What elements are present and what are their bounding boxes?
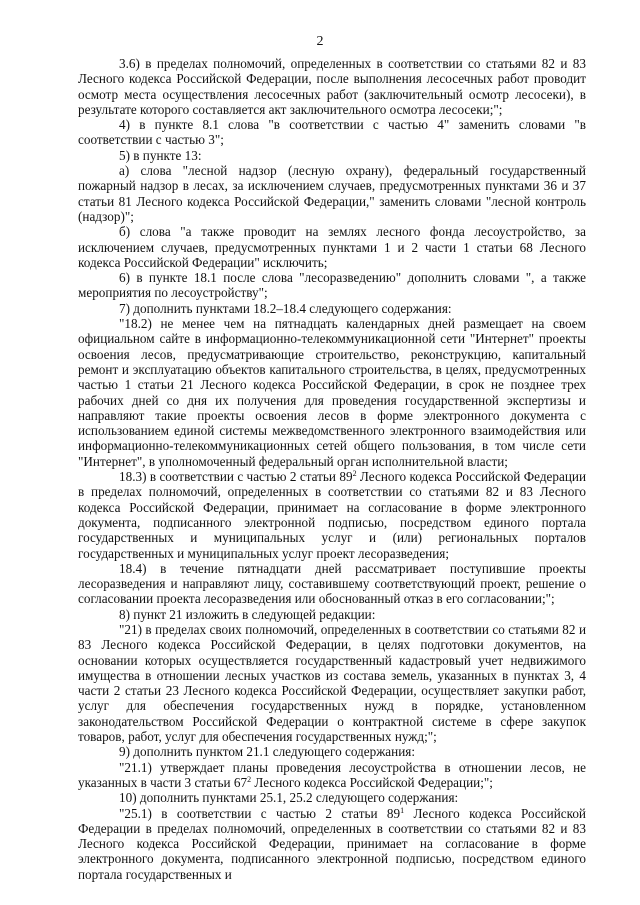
- paragraph: [78, 790, 586, 805]
- paragraph: [78, 469, 586, 561]
- paragraph: [78, 148, 586, 163]
- paragraph-text: Лесного кодекса Российской Федерации в пределах полномочий, определенных в соответствии со статьями 82 и 83 Лесного кодекса Российской Федерации, принимает на согласование в форме электронного документа, подписанного электронной подписью, посредством единого портала государственных и: [78, 805, 586, 882]
- paragraph: [78, 806, 586, 882]
- paragraph-text: 10) дополнить пунктами 25.1, 25.2 следующего содержания:: [119, 790, 459, 806]
- paragraph-text: 6) в пункте 18.1 после слова "лесоразведению" дополнить словами ", а также мероприятия по лесоустройству";: [78, 270, 586, 301]
- paragraph-text: Лесного кодекса Российской Федерации;";: [251, 774, 493, 790]
- paragraph-text: "25.1) в соответствии с частью 2 статьи 89: [119, 805, 401, 821]
- superscript: 2: [352, 469, 357, 479]
- paragraph: [78, 301, 586, 316]
- paragraph-text: "21.1) утверждает планы проведения лесоустройства в отношении лесов, не указанных в части 3 статьи 67: [78, 759, 586, 790]
- superscript: 1: [400, 805, 405, 815]
- paragraph-text: "21) в пределах своих полномочий, определенных в соответствии со статьями 82 и 83 Лесного кодекса Российской Федерации, в целях подготовки документов, на основании которых осуществляется государственный кадастровый учет недвижимого имущества в отношении лесных участков из состава земель, указанных в пунктах 3, 4 части 2 статьи 23 Лесного кодекса Российской Федерации, осуществляет закупки работ, услуг для обеспечения государственных нужд в порядке, установленном законодательством Российской Федерации о контрактной системе в сфере закупок товаров, работ, услуг для обеспечения государственных нужд;";: [78, 621, 586, 745]
- paragraph: [78, 117, 586, 148]
- paragraph: [78, 224, 586, 270]
- paragraph: [78, 760, 586, 791]
- paragraph: [78, 561, 586, 607]
- paragraph-text: 4) в пункте 8.1 слова "в соответствии с частью 4" заменить словами "в соответствии с частью 3";: [78, 117, 586, 148]
- paragraph-text: 8) пункт 21 изложить в следующей редакции:: [119, 606, 376, 622]
- superscript: 2: [247, 774, 252, 784]
- paragraph-text: 7) дополнить пунктами 18.2–18.4 следующего содержания:: [119, 300, 452, 316]
- paragraph-text: 3.6) в пределах полномочий, определенных в соответствии со статьями 82 и 83 Лесного кодекса Российской Федерации, после выполнения лесосечных работ проводит осмотр места осуществления лесосечных работ (заключительный осмотр лесосеки), в результате которого составляется акт заключительного осмотра лесосеки;";: [78, 56, 586, 117]
- paragraph-text: б) слова "а также проводит на землях лесного фонда лесоустройство, за исключением случаев, предусмотренных пунктами 1 и 2 части 1 статьи 68 Лесного кодекса Российской Федерации" исключить;: [78, 224, 586, 270]
- document-body: [78, 56, 586, 882]
- paragraph-text: а) слова "лесной надзор (лесную охрану), федеральный государственный пожарный надзор в лесах, за исключением случаев, предусмотренных пунктами 36 и 37 статьи 81 Лесного кодекса Российской Федерации," заменить словами "лесной контроль (надзор)";: [78, 163, 586, 224]
- paragraph: [78, 270, 586, 301]
- paragraph-text: Лесного кодекса Российской Федерации в пределах полномочий, определенных в соответствии со статьями 82 и 83 Лесного кодекса Российской Федерации, принимает на согласование в форме электронного документа, подписанного электронной подписью, посредством единого портала государственных и муниципальных услуг и (или) региональных порталов государственных и муниципальных услуг проект лесоразведения;: [78, 469, 587, 561]
- paragraph: [78, 56, 586, 117]
- paragraph-text: 18.4) в течение пятнадцати дней рассматривает поступившие проекты лесоразведения и направляют лицу, составившему соответствующий проект, решение о согласовании проекта лесоразведения или обоснованный отказ в его согласовании;";: [78, 560, 586, 607]
- paragraph: [78, 163, 586, 224]
- paragraph-text: 9) дополнить пунктом 21.1 следующего содержания:: [119, 744, 416, 760]
- paragraph-text: "18.2) не менее чем на пятнадцать календарных дней размещает на своем официальном сайте в информационно-телекоммуникационной сети "Интернет" проекты освоения лесов, предусматривающие строительство, реконструкцию, капитальный ремонт и эксплуатацию объектов капитального строительства, в целях, предусмотренных частью 1 статьи 21 Лесного кодекса Российской Федерации, в срок не позднее трех рабочих дней со дня их получения для проведения государственной экспертизы и направляют такие проекты освоения лесов в форме электронного документа с использованием единой системы межведомственного электронного взаимодействия или информационно-телекоммуникационных сетей общего пользования, в том числе сети "Интернет", в уполномоченный федеральный орган исполнительной власти;: [78, 316, 586, 469]
- page-number: 2: [316, 34, 324, 49]
- paragraph: [78, 744, 586, 759]
- paragraph-text: 18.3) в соответствии с частью 2 статьи 89: [119, 469, 353, 485]
- paragraph: [78, 316, 586, 469]
- paragraph: [78, 622, 586, 744]
- paragraph-text: 5) в пункте 13:: [119, 147, 202, 163]
- paragraph: [78, 607, 586, 622]
